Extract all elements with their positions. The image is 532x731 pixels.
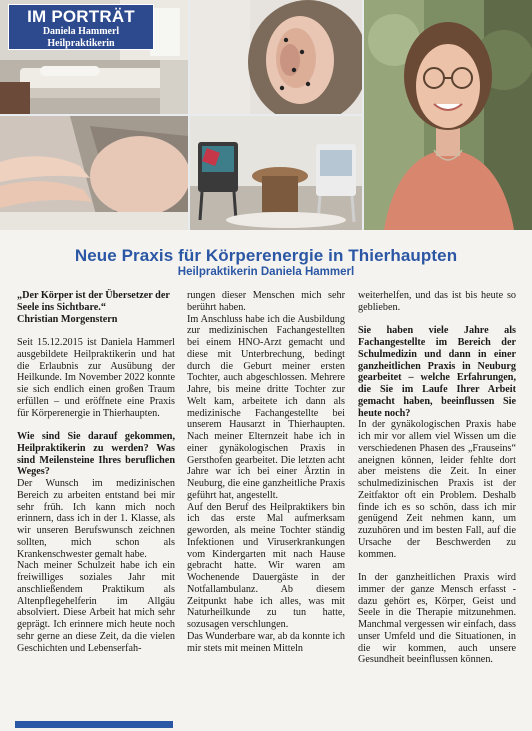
photo-seating-corner [190, 116, 362, 230]
interview-question-2: Sie haben viele Jahre als Fachangestellte im Bereich der Schulmedizin und dann in einer ganzheitlichen Praxis in Neuburg gearbeitet – welche Erfahrungen, die Sie im Laufe Ihrer Arbeit gemacht haben, beeinflussen Sie heute noch? [358, 325, 516, 419]
article-headline: Neue Praxis für Körperenergie in Thierhaupten [74, 246, 458, 265]
photo-collage [0, 0, 532, 230]
column-3-paragraph-3: In der ganzheitlichen Praxis wird immer der ganze Mensch erfasst - dazu gehört es, Körper, Geist und Seele in die Therapie mitzunehmen. Manchmal vergessen wir einfach, dass unser Umfeld und die Situationen, in die wir kommen, auch unsere Gesundheit beeinflussen können. [358, 572, 516, 666]
badge-title: IM PORTRÄT [27, 7, 135, 26]
article-column-3 [358, 290, 516, 666]
column-2-paragraph-4: Das Wunderbare war, ab da konnte ich mir stets mit meinen Mitteln [187, 630, 345, 654]
column-3-paragraph-2: In der gynäkologischen Praxis habe ich mir vor allem viel Wissen um die verschiedenen Phasen des „Frauseins“ aneignen können, leider fehlte dort aber meistens die Zeit. In einer schulmedizinischen Praxis ist der Zeitfaktor oft ein Problem. Deshalb finde ich es so schön, dass ich mir genügend Zeit nehmen kann, um zuzuhören und im besten Fall, auf die Ursache der Beschwerden zu kommen. [358, 419, 516, 560]
quote: „Der Körper ist der Übersetzer der Seele ins Sichtbare.“ [17, 290, 170, 313]
photo-ear-needles [190, 0, 362, 114]
portrait-badge [8, 4, 154, 50]
interview-question-1: Wie sind Sie darauf gekommen, Heilpraktikerin zu werden? Was sind Meilensteine Ihres beruflichen Weges? [17, 431, 175, 478]
photo-massage-treatment [0, 116, 188, 230]
article-column-2 [187, 290, 345, 654]
column-2-paragraph-2: Im Anschluss habe ich die Ausbildung zur medizinischen Fachangestellten bei einem HNO-Arzt gemacht und diese mit Unterbrechung, bedingt durch die Geburt meiner ersten Tochter, auch abgeschlossen. Mehrere Jahre, bis meine dritte Tochter zur Welt kam, arbeitete ich dann als medizinische Fachangestellte bei unserem Hausarzt in Thierhaupten. Nach meiner Elternzeit habe ich in einer gynäkologischen Praxis in Gersthofen gearbeitet. Die letzten acht Jahre war ich bei einer Ärztin in Neuburg, die eine ganzheitliche Praxis geführt hat, angestellt. [187, 313, 345, 501]
intro-paragraph: Seit 15.12.2015 ist Daniela Hammerl ausgebildete Heilpraktikerin und hat die Erlaubnis zur Ausübung der Heilkunde. Im November 2022 konnte sie sich endlich einen großen Traum erfüllen – und eröffnete eine Praxis für Körperenergie in Thierhaupten. [17, 337, 175, 419]
badge-role: Heilpraktikerin [47, 37, 115, 49]
column-2-paragraph-1: rungen dieser Menschen mich sehr berührt haben. [187, 290, 345, 313]
column-2-paragraph-3: Auf den Beruf des Heilpraktikers bin ich das erste Mal aufmerksam geworden, als meine Tochter ständig Infektionen und Viruserkrankungen vom Kindergarten mit nach Hause gebracht hatte. Wir waren am Wochenende Dauergäste in der Notfallambulanz. Ab diesem Zeitpunkt habe ich alles, was mit Naturheilkunde zu tun hatte, sozusagen verschlungen. [187, 501, 345, 630]
article-column-1 [17, 290, 175, 654]
column-3-paragraph-1: weiterhelfen, und das ist bis heute so geblieben. [358, 290, 516, 313]
footer-accent-bar [15, 721, 173, 728]
badge-name: Daniela Hammerl [42, 26, 120, 37]
quote-author: Christian Morgenstern [17, 313, 118, 325]
photo-portrait-daniela-hammerl [364, 0, 532, 230]
answer-1-paragraph-2: Nach meiner Schulzeit habe ich ein freiwilliges soziales Jahr mit anschließendem Praktikum als Altenpflegehelferin im Allgäu absolviert. Diese Arbeit hat mich sehr geprägt. Ich erinnere mich heute noch sehr gerne an diese Zeit, da die vielen Geschichten und Lebenserfah- [17, 560, 175, 654]
answer-1-paragraph-1: Der Wunsch im medizinischen Bereich zu arbeiten entstand bei mir sehr früh. Ich kann mich noch erinnern, dass ich in der 1. Klasse, als wir unseren Berufswunsch zeichnen sollten, mich schon als Krankenschwester gemalt habe. [17, 478, 175, 560]
article-subheadline: Heilpraktikerin Daniela Hammerl [177, 266, 355, 278]
